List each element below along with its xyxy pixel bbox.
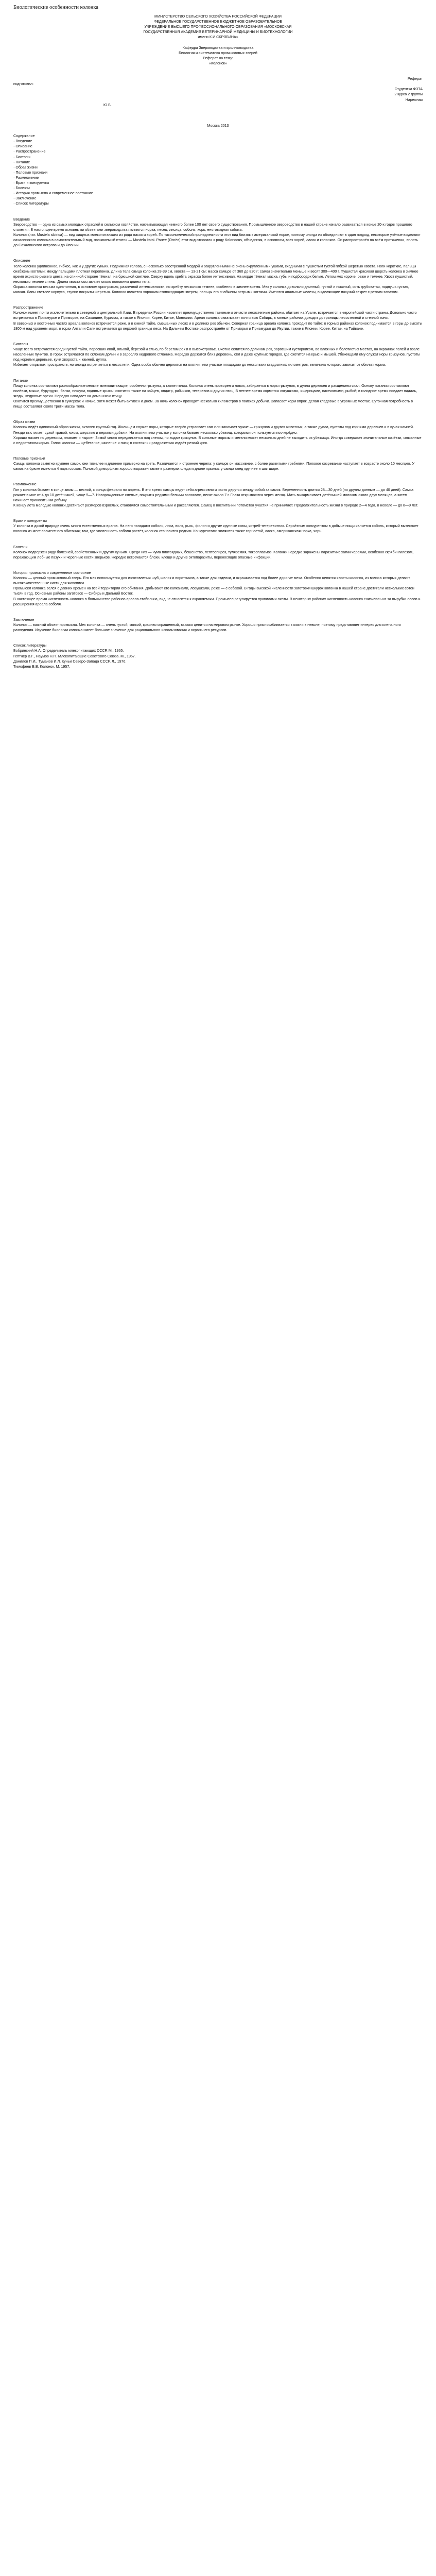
prepared-label: подготовил: [13, 82, 33, 87]
section-heading: Болезни [13, 545, 28, 549]
ministry-line: МИНИСТЕРСТВО СЕЛЬСКОГО ХОЗЯЙСТВА РОССИЙСКОЙ ФЕДЕРАЦИИ [154, 14, 282, 19]
toc-item: · Питание [13, 160, 30, 164]
section-paragraph: Охотится преимущественно в сумерках и ночью, хотя может быть активен и днём. За ночь колонок проходит несколько километров в поисках добычи. Запасает корм впрок, делая кладовые в укромных местах. Суточная потребность в пище составляет около трети массы тела. [13, 399, 413, 409]
toc-item: · Размножение [13, 175, 39, 180]
section-paragraph: У колонка в дикой природе очень много естественных врагов. На него нападают соболь, лиса, волк, рысь, филин и другие крупные совы, ястреб-тетеревятник. Серьёзным конкурентом в добыче пищи является соболь, который вытесняет колонка из мест совместного обитания; там, где численность соболя растёт, колонок становится редким. Конкурентами являются также горностай, ласка, американская норка, хорь. [13, 524, 418, 534]
section-paragraph: Колонок ведёт одиночный образ жизни, активен круглый год. Жилищем служат норы, которые зверёк устраивает сам или занимает чужие — грызунов и других животных, а также дупла, пустоты под корнями деревьев и в кучах камней. Гнездо выстилает сухой травой, мхом, шерстью и перьями добычи. На охотничьем участке у колонка бывает несколько убежищ, которыми он пользуется поочерёдно. [13, 425, 414, 435]
institution-line: УЧРЕЖДЕНИЕ ВЫСШЕГО ПРОФЕССИОНАЛЬНОГО ОБРАЗОВАНИЯ «МОСКОВСКАЯ [144, 25, 292, 29]
section-paragraph: Данилов П.И., Туманов И.Л. Куньи Северо-Запада СССР. Л., 1976. [13, 659, 127, 664]
section-heading: Список литературы [13, 643, 47, 648]
course-line: 2 курса 2 группы [394, 92, 423, 97]
department-line: Кафедра Звероводства и кролиководства [182, 45, 254, 50]
section-paragraph: Колонок имеет почти исключительно в северной и центральной Азии. В пределах России населяет преимущественно таежные и отчасти лесостепные районы, обитает на Урале, встречается в европейской части страны. Довольно часто встречается в Приамурье и Приморье, на Сахалине, Курилах, а также в Японии, Корее, Китае, Монголии. Ареал колонка охватывает почти всю Сибирь, в южных районах доходит до границы лесостепной и степной зоны. [13, 311, 417, 320]
toc-item: · Враги и конкуренты [13, 181, 49, 185]
toc-item: · Половые признаки [13, 170, 48, 175]
toc-item: · Распространение [13, 149, 46, 154]
section-paragraph: Гон у колонка бывает в конце зимы — весной, с конца февраля по апрель. В это время самцы ведут себя агрессивно и часто дерутся между собой за самок. Беременность длится 28—30 дней (по другим данным — до 40 дней). Самка рожает в мае от 4 до 10 детёнышей, чаще 5—7. Новорожденные слепые, покрыты редкими белыми волосами, весят около 7 г. Глаза открываются через месяц. Мать выкармливает детёнышей молоком около двух месяцев, а затем начинает приносить им добычу. [13, 487, 414, 502]
title-page [13, 14, 423, 128]
section-paragraph: Избегает открытых пространств, но иногда встречается в лесостепи. Одна особь обычно держится на охотничьем участке площадью до нескольких квадратных километров, величина которого зависит от обилия корма. [13, 363, 386, 367]
section-heading: Враги и конкуренты [13, 519, 47, 523]
section-heading: Введение [13, 217, 30, 222]
section-paragraph: Колонок (лат. Mustela sibirica) — вид хищных млекопитающих из рода ласок и хорей. По таксономической принадлежности этот вид близок к американской норке, поэтому иногда их объединяют в один подрод, некоторые учёные выделяют сахалинского колонка в самостоятельный вид, называемый итатси — Mustela itatsi. Ранее (Огнёв) этот вид относили к роду Kolonocus, объединяя, в основном, всех хорей, ласок и колонков. Он распространён на всём протяжении, вплоть до Сахалинского острова и до Японии. [13, 232, 421, 248]
toc-item: · Заключение [13, 196, 37, 201]
city-year-line: Москва 2013 [207, 123, 229, 128]
toc-item: · Введение [13, 139, 32, 144]
section-heading: Заключение [13, 617, 34, 622]
section-paragraph: В северных и восточных частях ареала колонок встречается реже, а в южной тайге, смешанных лесах и в долинах рек обычен. Северная граница ареала колонка проходит по тайге; в горных районах колонок поднимается в горы до высоты 1800 м над уровнем моря, в горах Алтая и Саян встречается до верхней границы леса. На Дальнем Востоке распространён от Приморья и Приамурья до Якутии, также в Японии, Корее, Китае, на Тайване. [13, 321, 423, 331]
section-heading: Размножение [13, 482, 37, 487]
section-paragraph: Звероводство — одна из самых молодых отраслей в сельском хозяйстве, насчитывающая немного более 100 лет своего существования. Промышленное звероводство в нашей стране начало развиваться в конце 20-х годов прошлого столетия. В настоящее время основными объектами звероводства являются норка, песец, лисица, соболь, хорь, енотовидная собака. [13, 222, 412, 232]
toc-item: · Список литературы [13, 201, 49, 206]
institution-line: ГОСУДАРСТВЕННАЯ АКАДЕМИЯ ВЕТЕРИНАРНОЙ МЕДИЦИНЫ И БИОТЕХНОЛОГИИ [143, 30, 293, 35]
section-paragraph: Колонок — ценный промысловый зверь. Его мех используется для изготовления шуб, шапок и воротников, а также для отделки, и окрашивается под более дорогие меха. Особенно ценятся хвосты колонка, из волоса которых делают высококачественные кисти для живописи. [13, 576, 410, 586]
topic-line: «Колонок» [209, 61, 227, 65]
toc-item: · История промысла и современное состояние [13, 191, 93, 196]
section-paragraph: Бобринский Н.А. Определитель млекопитающих СССР. М., 1965. [13, 649, 124, 653]
section-paragraph: Колонок подвержен ряду болезней, свойственных и другим куньим. Среди них — чума плотоядных, бешенство, лептоспироз, туляремия, токсоплазмоз. Колонки нередко заражены паразитическими червями, особенно скрябингилёзом, поражающим лобные пазухи и черепные кости зверьков. Нередко встречаются блохи, клещи и другие эктопаразиты, переносящие опасные инфекции. [13, 550, 414, 560]
name-line: Нарежная [405, 97, 423, 102]
section-paragraph: Окраска колонка весьма однотонная, в основном ярко-рыжая, различной интенсивности, по хребту несколько темнее, особенно в зимнее время. Мех у колонка довольно длинный, густой и пышный, ость грубоватая, подпушь густая, мягкая. Лапы светлее корпуса, ступни покрыты шерстью. Колонок является хорошим стопоходящим зверем, пальцы его снабжены острыми когтями. Имеются анальные железы, выделяющие пахучий секрет с резким запахом. [13, 284, 409, 294]
section-paragraph: Самцы колонка заметно крупнее самок, они тяжелее и длиннее примерно на треть. Различается и строение черепа: у самцов он массивнее, с более развитыми гребнями. Половое созревание наступает в возрасте около 10 месяцев. У самок на брюхе имеются 4 пары сосков. Половой диморфизм хорошо выражен также в размерах следа и длине прыжка: у самца след крупнее и шаг шире. [13, 462, 415, 471]
institution-line: имени К.И.СКРЯБИНА» [198, 35, 238, 40]
section-heading: Образ жизни [13, 420, 36, 425]
section-paragraph: Чаще всего встречается среди густой тайги, поросших ивой, ольхой, берёзой и елью, по берегам рек и в высокотравье. Охотно селится по долинам рек, заросшим кустарником, во влажных и болотистых местах, на окраинах полей и возле населённых пунктов. В горах встречается по склонам долин и в зарослях кедрового стланика. Нередко держится близ деревень, сёл и даже крупных городов, где охотится на крыс и мышей. Убежищами ему служат норы грызунов, пустоты под корнями деревьев, кучи хвороста и камней, дупла. [13, 347, 420, 362]
section-heading: Описание [13, 259, 30, 263]
document-body [13, 206, 423, 669]
table-of-contents [13, 133, 423, 206]
kind-line: Реферат [407, 77, 423, 81]
section-heading: Половые признаки [13, 456, 45, 461]
section-paragraph: Тело колонка удлинённое, гибкое, как и у других куньих. Подвижная голова, с несколько заостренной мордой и закруглёнными не очень округлёнными ушами, сходными с пушистым густой гибкой шерстью хвоста. Ноги короткие, пальцы снабжены когтями; между пальцами плотная перепонка. Длина тела самца колонка 28-39 см, хвоста — 13-21 см; масса самцов от 360 до 820 г; самки значительно меньше и весят 300—400 г. Пушистая красивая шерсть колонка в зимнее время охристо-рыжего цвета, на спинной стороне тёмная, на брюшной светлее. Сверху вдоль хребта окраска более интенсивная. На морде тёмная маска, губы и подбородок белые. Летом мех короче, реже и темнее. Хвост пушистый, несколько темнее спины. Длина хвоста составляет около половины длины тела. [13, 264, 418, 284]
initials-line: Ю.Б. [103, 103, 112, 107]
work-type-line: Реферат на тему: [203, 56, 233, 60]
section-heading: Распространение [13, 306, 44, 310]
toc-item: · Болезни [13, 186, 30, 191]
section-paragraph: Колонок — важный объект промысла. Мех колонка — очень густой, мягкий, красиво окрашенный, высоко ценится на мировом рынке. Хорошо приспосабливается к жизни в неволе, поэтому представляет интерес для клеточного разведения. Изучение биологии колонка имеет большое значение для рационального использования и охраны его ресурсов. [13, 622, 401, 633]
student-line: Студентка ФЗТА [394, 87, 423, 92]
section-heading: Питание [13, 378, 28, 383]
section-paragraph: Промысел колонка велся с давних времён на всей территории его обитания. Добывают его капканами, ловушками, реже — с собакой. В годы высокой численности заготовки шкурок колонка в нашей стране достигали нескольких сотен тысяч в год. Основные районы заготовок — Сибирь и Дальний Восток. [13, 586, 414, 596]
section-heading: История промысла и современное состояние [13, 571, 91, 575]
section-paragraph: Тимофеев В.В. Колонок. М. 1957. [13, 664, 71, 669]
toc-heading: Содержание [13, 134, 35, 139]
section-paragraph: Гептнер В.Г., Наумов Н.П. Млекопитающие Советского Союза. М., 1967. [13, 654, 136, 658]
discipline-line: Биология и систематика промысловых зверей [179, 50, 257, 55]
toc-item: · Биотопы [13, 155, 30, 159]
institution-line: ФЕДЕРАЛЬНОЕ ГОСУДАРСТВЕННОЕ БЮДЖЕТНОЕ ОБРАЗОВАТЕЛЬНОЕ [153, 20, 283, 24]
section-paragraph: В настоящее время численность колонка в большинстве районов ареала стабильна, вид не относится к охраняемым. Промысел регулируется правилами охоты. В некоторых районах численность колонка снизилась из-за вырубки лесов и расширения ареала соболя. [13, 597, 421, 606]
section-paragraph: Пищу колонка составляют разнообразные мелкие млекопитающие, особенно грызуны, а также птицы. Колонок очень проворен и ловок, забирается в норы грызунов, в дупла деревьев и расщелины скал. Основу питания составляют полёвки, мыши, бурундуки, белки, пищухи, водяные крысы; охотится также на зайцев, ондатр, рябчиков, тетеревов и других птиц. В летнее время кормится лягушками, ящерицами, насекомыми, рыбой; в голодное время поедает падаль, ягоды, кедровые орехи. Нередко нападает на домашнюю птицу. [13, 383, 417, 398]
section-heading: Биотопы [13, 342, 28, 346]
doc-title: Биологические особенности колонка [13, 5, 98, 10]
toc-item: · Описание [13, 144, 32, 149]
section-paragraph: К концу лета молодые колонки достигают размеров взрослых, становятся самостоятельными и расселяются. Самец в воспитании потомства участия не принимает. Продолжительность жизни в природе 2—4 года, в неволе — до 8—9 лет. [13, 503, 418, 507]
toc-item: · Образ жизни [13, 165, 38, 170]
section-paragraph: Хорошо лазает по деревьям, плавает и ныряет. Зимой много передвигается под снегом, по ходам грызунов. В сильные морозы и метели может несколько дней не выходить из убежища. Иногда совершает значительные кочёвки, связанные с недостатком корма. Голос колонка — щебетание, шипение и писк; в состоянии раздражения издаёт резкий крик. [13, 435, 422, 445]
